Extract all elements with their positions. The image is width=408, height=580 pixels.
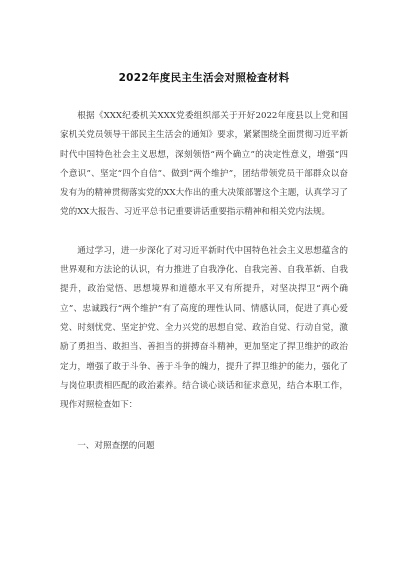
section-heading: 一、对照查摆的问题 bbox=[77, 441, 155, 452]
paragraph-intro: 根据《XXX纪委机关XXX党委组织部关于开好2022年度县以上党和国家机关党员领导干部民主生活会的通知》要求，紧紧围绕全面贯彻习近平新时代中国特色社会主义思想，深刻领悟“两个确立”的决定性意义，增强“四个意识”、坚定“四个自信”、做到“两个维护”，团结带领党员干部群众以奋发有为的精神贯彻落实党的XX大作出的重大决策部署这个主题，认真学习了党的XX大报告、习近平总书记重要讲话重要指示精神和相关党内法规。 bbox=[60, 111, 348, 218]
document-title: 2022年度民主生活会对照检查材料 bbox=[118, 72, 290, 84]
paragraph-study-results: 通过学习，进一步深化了对习近平新时代中国特色社会主义思想蕴含的世界观和方法论的认识，有力推进了自我净化、自我完善、自我革新、自我提升，政治觉悟、思想境界和道德水平又有所提升，对坚决捍卫“两个确立”、忠诚践行“两个维护”有了高度的理性认同、情感认同，促进了真心爱党、时刻忧党、坚定护党、全力兴党的思想自觉、政治自觉、行动自觉，激励了勇担当、敢担当、善担当的拼搏奋斗精神，更加坚定了捍卫维护的政治定力，增强了敢于斗争、善于斗争的魄力，提升了捍卫维护的能力，强化了与岗位职责相匹配的政治素养。结合谈心谈话和征求意见，结合本职工作，现作对照检查如下： bbox=[60, 245, 348, 411]
